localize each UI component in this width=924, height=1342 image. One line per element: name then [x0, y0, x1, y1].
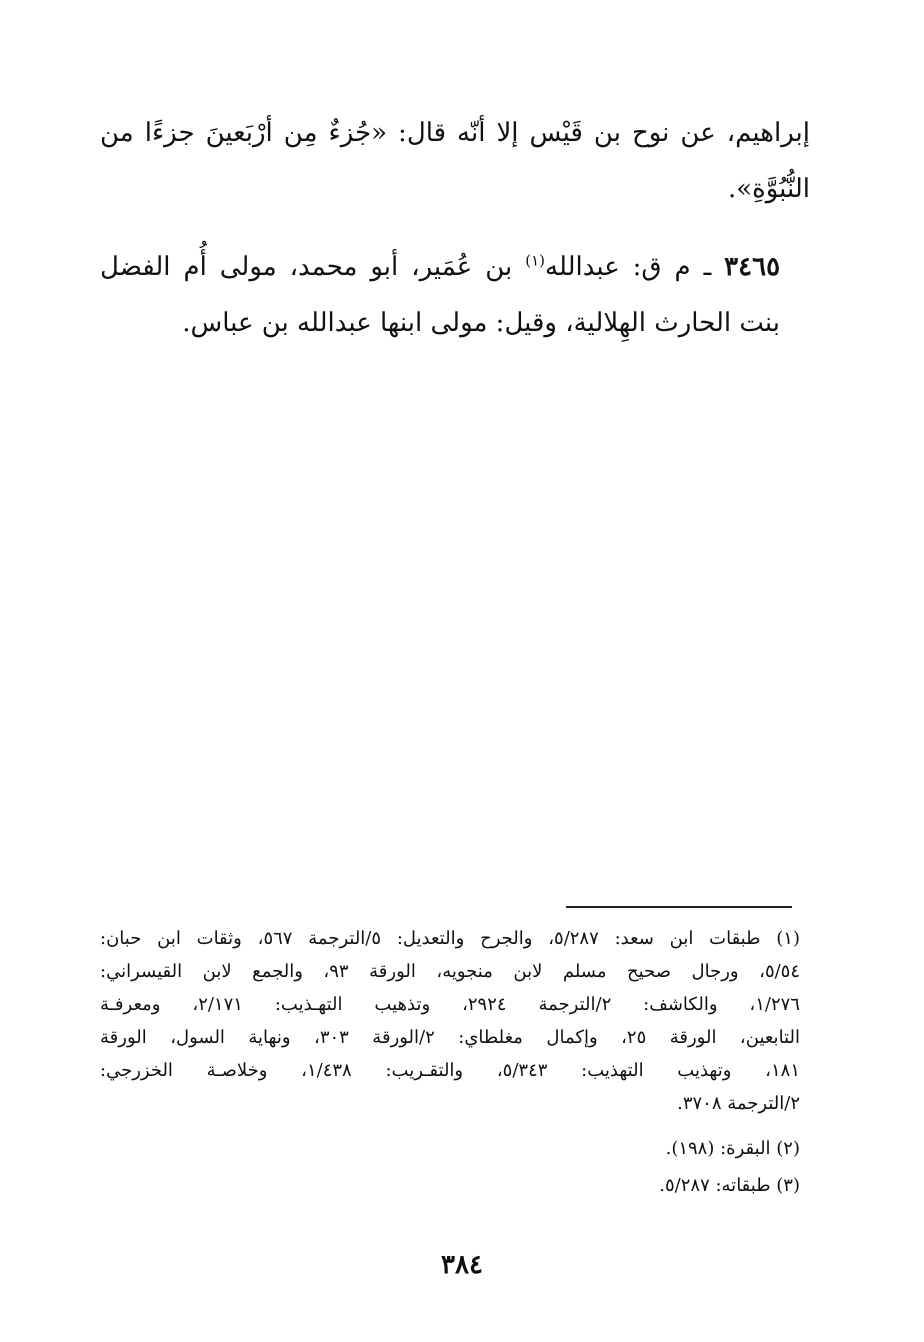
footnote-line: ١٨١، وتهذيب التهذيب: ٥/٣٤٣، والتقـريب: ١/٤٣٨، وخلاصـة الخزرجي:: [100, 1060, 800, 1081]
footnotes: [100, 922, 800, 1206]
page-number: ٣٨٤: [441, 1250, 483, 1280]
footnote-2: [100, 1132, 800, 1165]
entry-3465: [100, 239, 810, 351]
footnote-3: [100, 1169, 800, 1202]
entry-name: ـ م ق: عبدالله: [545, 252, 712, 282]
paragraph-continuation: [100, 105, 810, 217]
main-text: [100, 105, 810, 373]
footnote-line: ٢/الترجمة ٣٧٠٨.: [677, 1093, 800, 1114]
footnote-ref-1: (١): [525, 251, 546, 270]
footnote-line: التابعين، الورقة ٢٥، وإكمال مغلطاي: ٢/الورقة ٣٠٣، ونهاية السول، الورقة: [100, 1027, 800, 1048]
footnote-separator: [566, 906, 792, 908]
footnote-1: [100, 922, 800, 1120]
footnote-line: (٣) طبقاته: ٥/٢٨٧.: [659, 1175, 800, 1196]
footnote-line: ٥/٥٤، ورجال صحيح مسلم لابن منجويه، الورقة ٩٣، والجمع لابن القيسراني:: [100, 961, 801, 982]
footnote-line: (١) طبقات ابن سعد: ٥/٢٨٧، والجرح والتعديل: ٥/الترجمة ٥٦٧، وثقات ابن حبان:: [100, 928, 800, 949]
text-line: النُّبُوَّةِ».: [727, 174, 810, 204]
text-line: بنت الحارث الهِلالية، وقيل: مولى ابنها عبدالله بن عباس.: [182, 308, 780, 338]
footnote-line: ١/٢٧٦، والكاشف: ٢/الترجمة ٢٩٢٤، وتذهيب التهـذيب: ٢/١٧١، ومعرفـة: [100, 994, 800, 1015]
text-line: إبراهيم، عن نوح بن قَيْس إلا أنّه قال: «جُزءٌ مِن أرْبَعينَ جزءًا من: [100, 118, 810, 148]
footnote-line: (٢) البقرة: (١٩٨).: [665, 1138, 800, 1159]
entry-heading-line: [100, 239, 810, 295]
entry-name-rest: بن عُمَير، أبو محمد، مولى أُم الفضل: [100, 252, 513, 282]
entry-number: ٣٤٦٥: [724, 252, 781, 282]
